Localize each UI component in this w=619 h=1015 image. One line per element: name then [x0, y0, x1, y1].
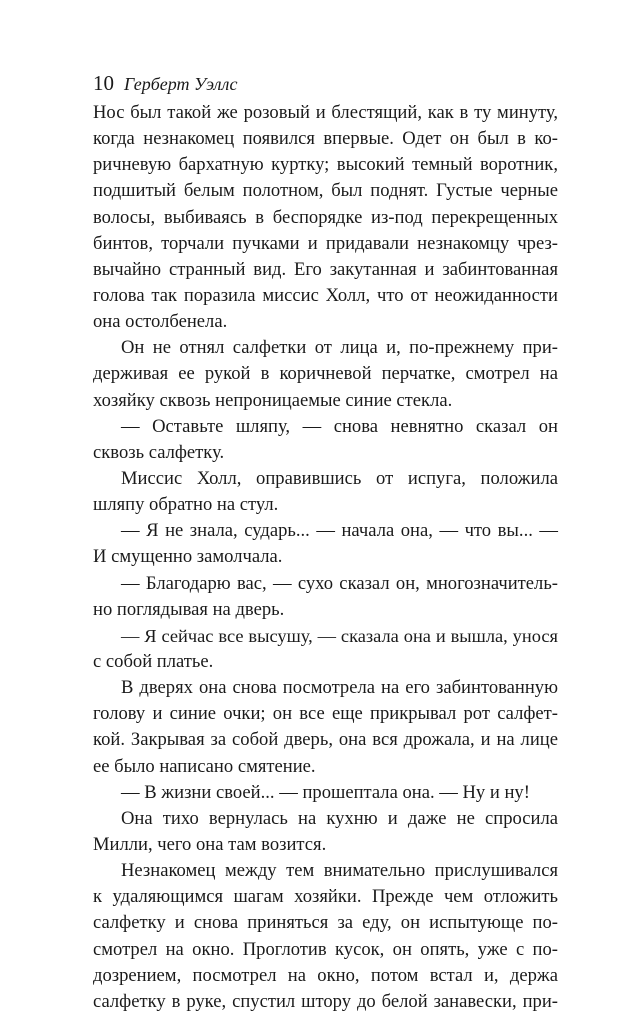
text-line: Нос был такой же розовый и блестящий, как в ту минуту, [93, 102, 558, 123]
text-line: — Благодарю вас, — сухо сказал он, многозначитель- [121, 572, 558, 594]
text-line: ее было написано смятение. [93, 755, 316, 777]
text-line: салфетку и снова приняться за еду, он испытующе по- [93, 912, 558, 934]
text-line: В дверях она снова посмотрела на его забинтованную [121, 677, 558, 699]
text-line: голова так поразила миссис Холл, что от неожиданности [93, 284, 558, 306]
text-line: когда незнакомец появился впервые. Одет он был в ко- [93, 128, 558, 150]
text-line: И смущенно замолчала. [93, 546, 283, 568]
text-line: — Я сейчас все высушу, — сказала она и вышла, унося [121, 625, 558, 646]
text-line: Милли, чего она там возится. [93, 833, 327, 855]
text-line: смотрел на окно. Проглотив кусок, он опять, уже с по- [93, 938, 558, 960]
text-line: держивая ее рукой в коричневой перчатке, смотрел на [93, 363, 558, 385]
text-line: — Я не знала, сударь... — начала она, — что вы... — [121, 520, 558, 542]
text-line: Он не отнял салфетки от лица и, по-прежнему при- [121, 337, 558, 359]
text-line: Она тихо вернулась на кухню и даже не спросила [121, 807, 558, 829]
text-line: волосы, выбиваясь в беспорядке из-под перекрещенных [93, 206, 558, 228]
text-line: хозяйку сквозь непроницаемые синие стекла. [93, 389, 453, 411]
text-line: Незнакомец между тем внимательно прислушивался [121, 860, 558, 882]
text-line: кой. Закрывая за собой дверь, она вся дрожала, и на лице [93, 729, 558, 751]
text-line: подшитый белым полотном, был поднят. Густые черные [93, 180, 558, 202]
text-line: ричневую бархатную куртку; высокий темный воротник, [93, 154, 558, 176]
text-line: шляпу обратно на стул. [93, 494, 279, 516]
text-line: салфетку в руке, спустил штору до белой занавески, при- [93, 990, 558, 1012]
text-line: с собой платье. [93, 650, 214, 672]
text-line: дозрением, посмотрел на окно, потом встал и, держа [93, 964, 558, 986]
text-line: голову и синие очки; он все еще прикрывал рот салфет- [93, 703, 558, 725]
text-line: но поглядывая на дверь. [93, 598, 285, 620]
text-line: Миссис Холл, оправившись от испуга, положила [121, 467, 558, 489]
text-line: — В жизни своей... — прошептала она. — Ну и ну! [121, 781, 530, 803]
book-page [93, 66, 558, 1015]
page-number: 10 [93, 71, 114, 95]
text-line: — Оставьте шляпу, — снова невнятно сказал он [121, 415, 558, 437]
text-line: к удаляющимся шагам хозяйки. Прежде чем отложить [93, 886, 558, 908]
text-line: бинтов, торчали пучками и придавали незнакомцу чрез- [93, 232, 558, 254]
text-line: сквозь салфетку. [93, 441, 225, 463]
running-head-author: Герберт Уэллс [124, 74, 238, 94]
text-line: вычайно странный вид. Его закутанная и забинтованная [93, 258, 558, 280]
running-head [93, 66, 558, 100]
text-line: она остолбенела. [93, 311, 228, 333]
body-text [93, 100, 558, 1015]
